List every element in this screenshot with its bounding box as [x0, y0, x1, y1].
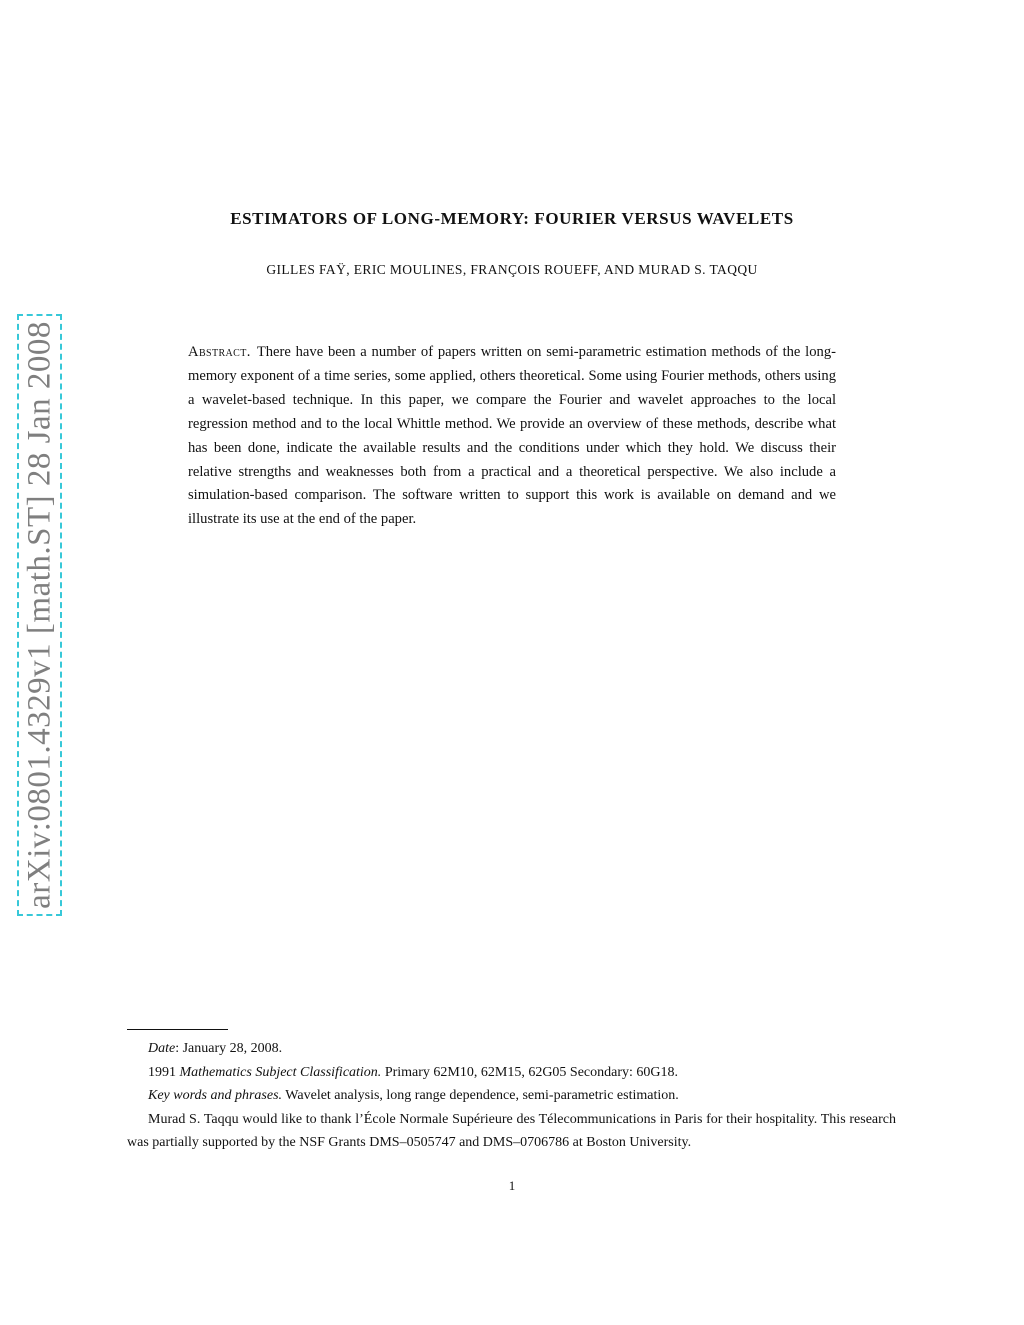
- msc-value: Primary 62M10, 62M15, 62G05 Secondary: 60G18.: [381, 1064, 679, 1080]
- keywords-value: Wavelet analysis, long range dependence, semi-parametric estimation.: [282, 1088, 679, 1103]
- footnote-date: [127, 1037, 896, 1061]
- paper-title: ESTIMATORS OF LONG-MEMORY: FOURIER VERSUS WAVELETS: [230, 209, 794, 228]
- date-value: : January 28, 2008.: [175, 1041, 283, 1056]
- author-list: GILLES FAŸ, ERIC MOULINES, FRANÇOIS ROUEFF, AND MURAD S. TAQQU: [266, 262, 758, 277]
- date-label: Date: [148, 1041, 176, 1056]
- page-number: 1: [508, 1178, 516, 1193]
- footnote-keywords: [127, 1084, 896, 1108]
- footnote-acknowledgement: Murad S. Taqqu would like to thank l’École Normale Supérieure des Télecommunications in Paris for their hospitality. This research was partially supported by the NSF Grants DMS–0505747 and DMS–0706786 at Boston University.: [127, 1111, 896, 1150]
- msc-year: 1991: [148, 1064, 180, 1080]
- footnote-msc: [127, 1061, 896, 1085]
- abstract-label: Abstract.: [188, 344, 251, 360]
- footnotes: [127, 1037, 896, 1155]
- footnote-divider: [127, 1029, 228, 1030]
- msc-label: Mathematics Subject Classification.: [179, 1064, 382, 1080]
- abstract-text: There have been a number of papers written on semi-parametric estimation methods of the long-memory exponent of a time series, some applied, others theoretical. Some using Fourier methods, others using a wavelet-based technique. In this paper, we compare the Fourier and wavelet approaches to the local regression method and to the local Whittle method. We provide an overview of these methods, describe what has been done, indicate the available results and the conditions under which they hold. We discuss their relative strengths and weaknesses both from a practical and a theoretical perspective. We also include a simulation-based comparison. The software written to support this work is available on demand and we illustrate its use at the end of the paper.: [188, 344, 836, 528]
- arxiv-identifier: arXiv:0801.4329v1 [math.ST] 28 Jan 2008: [21, 321, 57, 909]
- arxiv-stamp: [17, 314, 62, 916]
- keywords-label: Key words and phrases.: [148, 1088, 283, 1103]
- abstract: [188, 341, 836, 532]
